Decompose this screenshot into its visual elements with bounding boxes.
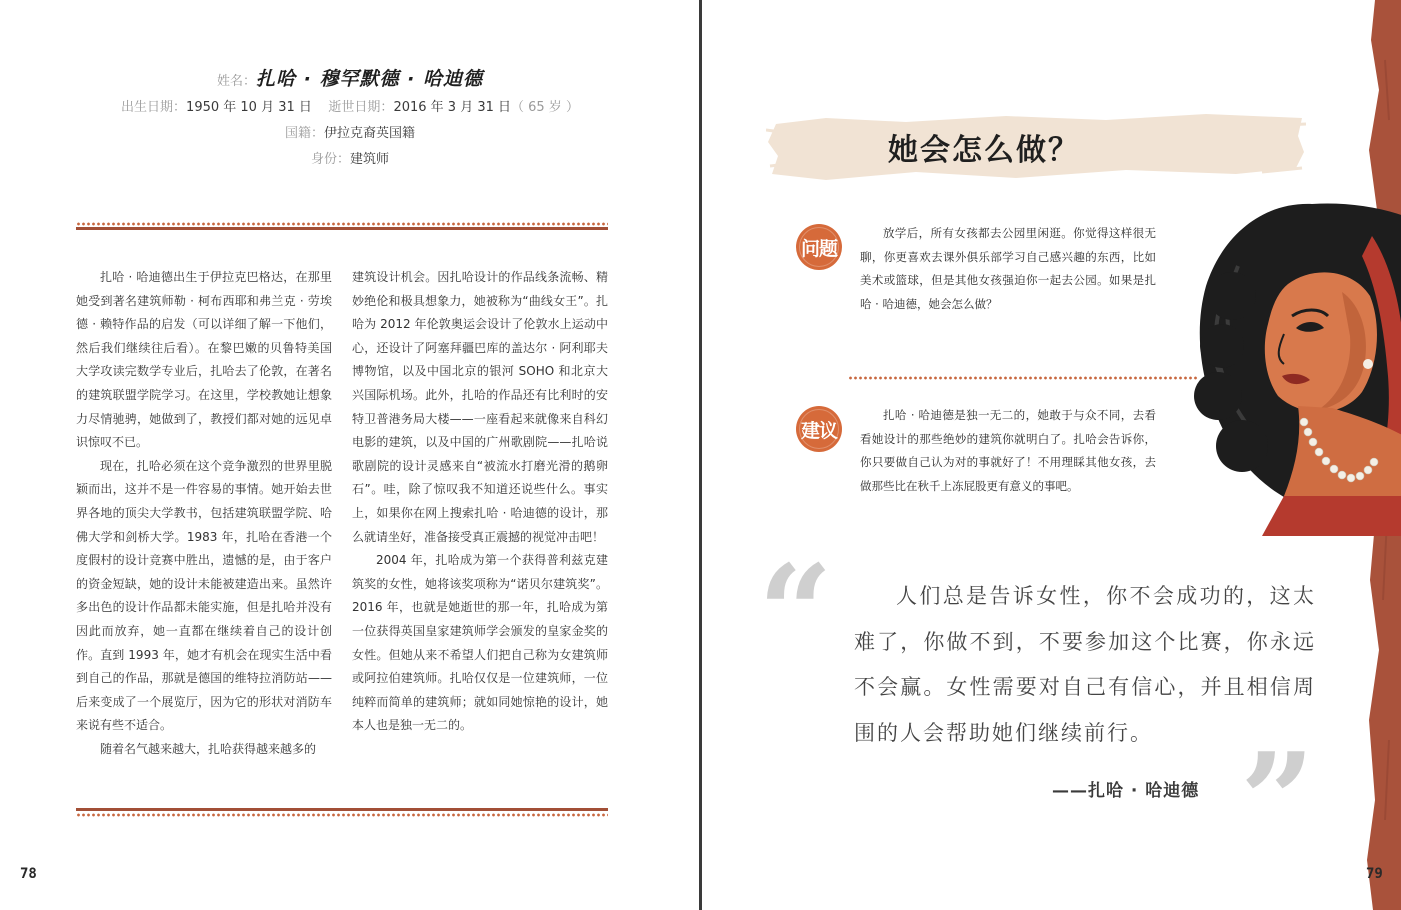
left-page bbox=[0, 0, 700, 910]
page-number-left: 78 bbox=[20, 866, 37, 882]
name-label: 姓名： bbox=[217, 74, 257, 89]
close-quote-mark: ” bbox=[1240, 724, 1315, 877]
profile-name-line bbox=[0, 64, 700, 91]
paragraph: 扎哈 · 哈迪德出生于伊拉克巴格达，在那里她受到著名建筑师勒 · 柯布西耶和弗兰克 · 劳埃德 · 赖特作品的启发（可以详细了解一下他们，然后我们继续往后看）。在黎巴嫩的贝鲁特美国大学攻读完数学专业后，扎哈去了伦敦，在著名的建筑联盟学院学习。在这里，学校教她让想象力尽情驰骋，她做到了，教授们都对她的远见卓识惊叹不已。 bbox=[76, 270, 332, 450]
quote-paragraph: 人们总是告诉女性，你不会成功的，这太难了，你做不到，不要参加这个比赛，你永远不会赢。女性需要对自己有信心，并且相信周围的人会帮助她们继续前行。 bbox=[854, 584, 1316, 745]
identity: 建筑师 bbox=[350, 152, 390, 167]
identity-label: 身份： bbox=[310, 152, 350, 167]
question-paragraph: 放学后，所有女孩都去公园里闲逛。你觉得这样很无聊，你更喜欢去课外俱乐部学习自己感兴趣的东西，比如美术或篮球，但是其他女孩强迫你一起去公园。如果是扎哈 · 哈迪德，她会怎么做？ bbox=[860, 226, 1156, 311]
qa-divider bbox=[848, 376, 1198, 380]
death-date: 2016 年 3 月 31 日 bbox=[393, 100, 511, 115]
profile-identity bbox=[0, 148, 700, 167]
advice-paragraph: 扎哈 · 哈迪德是独一无二的，她敢于与众不同，去看看她设计的那些绝妙的建筑你就明白了。扎哈会告诉你，你只要做自己认为对的事就好了！不用理睬其他女孩，去做那些比在秋千上冻屁股更有意义的事吧。 bbox=[860, 408, 1156, 493]
question-text bbox=[860, 222, 1156, 316]
paragraph: 随着名气越来越大，扎哈获得越来越多的 bbox=[100, 741, 317, 756]
paragraph: 建筑设计机会。因扎哈设计的作品线条流畅、精妙绝伦和极具想象力，她被称为“曲线女王”。扎哈为 2012 年伦敦奥运会设计了伦敦水上运动中心，还设计了阿塞拜疆巴库的盖达尔 · 阿利耶夫博物馆，以及中国北京的银河 SOHO 和北京大兴国际机场。此外，扎哈的作品还有比利时的安特卫普港务局大楼——一座看起来就像来自科幻电影的建筑，以及中国的广州歌剧院——扎哈说歌剧院的设计灵感来自“被流水打磨光滑的鹅卵石”。哇，除了惊叹我不知道还说些什么。事实上，如果你在网上搜索扎哈 · 哈迪德的设计，那么就请坐好，准备接受真正震撼的视觉冲击吧！ bbox=[352, 270, 608, 544]
question-tag-label: 问题 bbox=[800, 237, 837, 260]
nationality-label: 国籍： bbox=[284, 126, 324, 141]
birth-date: 1950 年 10 月 31 日 bbox=[186, 100, 312, 115]
profile-dates bbox=[0, 96, 700, 115]
paragraph: 现在，扎哈必须在这个竞争激烈的世界里脱颖而出，这并不是一件容易的事情。她开始去世界各地的顶尖大学教书，包括建筑联盟学院、哈佛大学和剑桥大学。1983 年，扎哈在香港一个度假村的设计竞赛中胜出，遗憾的是，由于客户的资金短缺，她的设计未能被建造出来。虽然许多出色的设计作品都未能实施，但是扎哈并没有因此而放弃，她一直都在继续着自己的设计创作。直到 1993 年，她才有机会在现实生活中看到自己的作品，那就是德国的维特拉消防站——后来变成了一个展览厅，因为它的形状对消防车来说有些不适合。 bbox=[76, 458, 332, 733]
death-label: 逝世日期： bbox=[328, 100, 394, 115]
advice-tag-label: 建议 bbox=[800, 419, 837, 442]
portrait-illustration bbox=[1192, 196, 1401, 536]
body-column-2 bbox=[352, 266, 608, 738]
nationality: 伊拉克裔英国籍 bbox=[324, 126, 416, 141]
quote-author: ——扎哈 · 哈迪德 bbox=[1052, 781, 1200, 801]
top-divider bbox=[76, 222, 608, 231]
open-quote-mark: “ bbox=[758, 536, 833, 689]
profile-nationality bbox=[0, 122, 700, 141]
section-title: 她会怎么做？ bbox=[888, 133, 1080, 168]
page-number-right: 79 bbox=[1366, 866, 1383, 882]
question-tag bbox=[796, 224, 842, 270]
advice-tag bbox=[796, 406, 842, 452]
advice-text bbox=[860, 404, 1156, 498]
profile-name: 扎哈 · 穆罕默德 · 哈迪德 bbox=[256, 68, 483, 90]
birth-label: 出生日期： bbox=[121, 100, 187, 115]
age: （ 65 岁 ） bbox=[511, 100, 579, 115]
paragraph: 2004 年，扎哈成为第一个获得普利兹克建筑奖的女性，她将该奖项称为“诺贝尔建筑奖”。2016 年，也就是她逝世的那一年，扎哈成为第一位获得英国皇家建筑师学会颁发的皇家金奖的女性。但她从来不希望人们把自己称为女建筑师或阿拉伯建筑师。扎哈仅仅是一位建筑师，一位纯粹而简单的建筑师；就如同她惊艳的设计，她本人也是独一无二的。 bbox=[352, 553, 608, 733]
right-page bbox=[702, 0, 1401, 910]
body-column-1 bbox=[76, 266, 332, 761]
bottom-divider bbox=[76, 808, 608, 817]
